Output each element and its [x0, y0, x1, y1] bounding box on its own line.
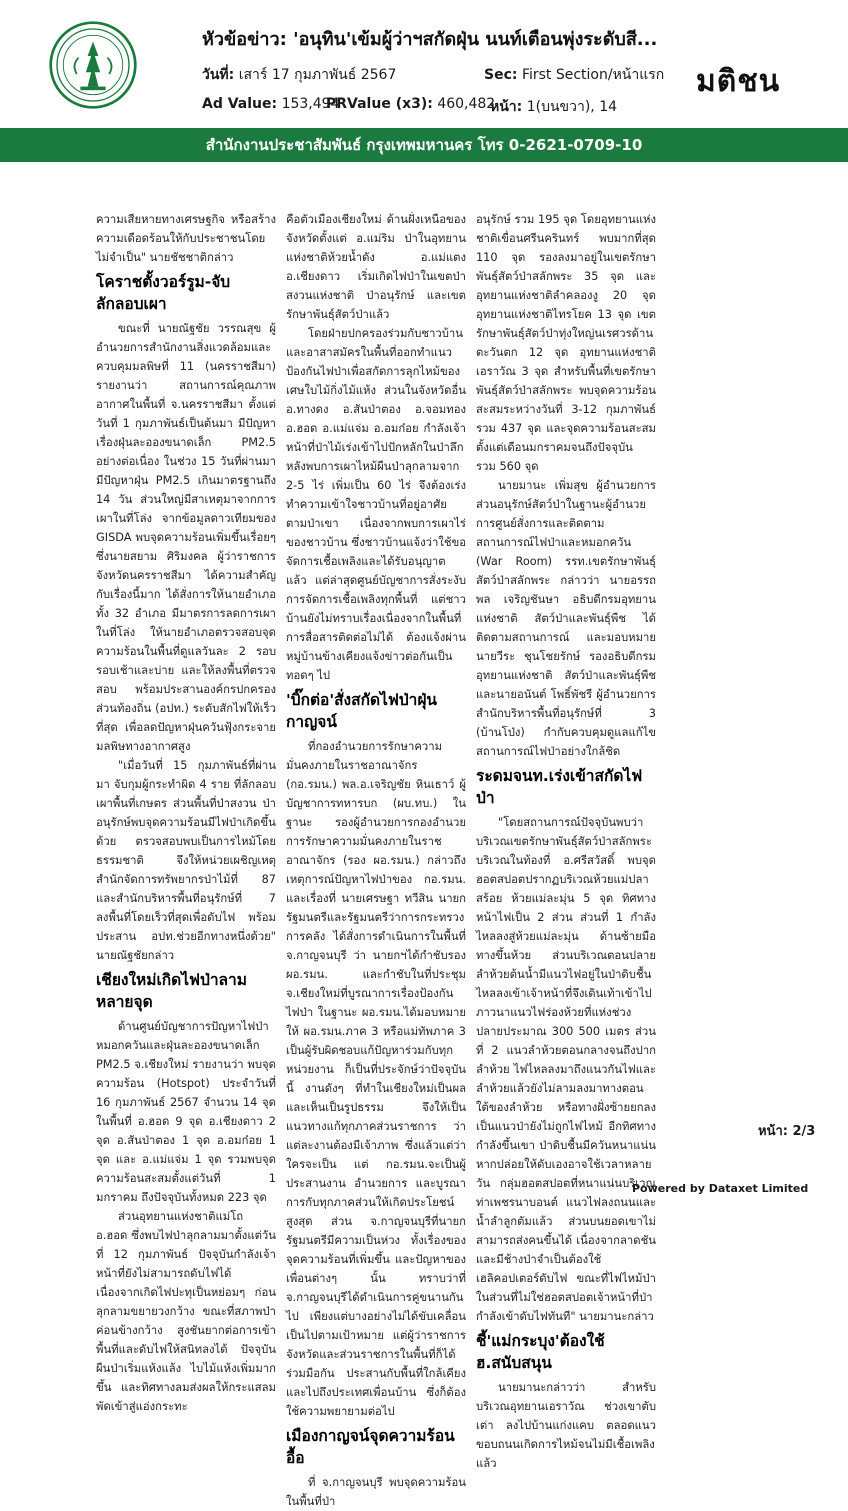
subheading: 'บิ๊กต่อ'สั่งสกัดไฟป่าฝุ่นกาญจน์ [286, 691, 438, 731]
page-line [490, 96, 617, 118]
paragraph: อนุรักษ์ รวม 195 จุด โดยอุทยานแห่งชาติเขื่อนศรีนครินทร์ พบมากที่สุด 110 จุด รองลงมาอยู่ในเขตรักษาพันธุ์สัตว์ป่าสลักพระ 35 จุด และอุทยานแห่งชาติลำคลองงู 20 จุด อุทยานแห่งชาติไทรโยค 13 จุด เขตรักษาพันธุ์สัตว์ป่าทุ่งใหญ่นเรศวรด้านตะวันตก 12 จุด อุทยานแห่งชาติเอราวัณ 3 จุด สำหรับพื้นที่เขตรักษาพันธุ์สัตว์ป่าสลักพระ พบจุดความร้อนสะสมระหว่างวันที่ 3-12 กุมภาพันธ์รวม 437 จุด และจุดความร้อนสะสมตั้งแต่เดือนมกราคมจนถึงปัจจุบัน รวม 560 จุด [476, 213, 656, 473]
page-number: หน้า: 2/3 [758, 1124, 816, 1139]
paragraph: ขณะที่ นายณัฐชัย วรรณสุข ผู้อำนวยการสำนักงานสิ่งแวดล้อมและควบคุมมลพิษที่ 11 (นครราชสีมา) รายงานว่า สถานการณ์คุณภาพอากาศในพื้นที่ จ.นครราชสีมา ตั้งแต่วันที่ 1 กุมภาพันธ์เป็นต้นมา มีปัญหาเรื่องฝุ่นละอองขนาดเล็ก PM2.5 อย่างต่อเนื่อง ในช่วง 15 วันที่ผ่านมา มีปัญหาฝุ่น PM2.5 เกินมาตรฐานถึง 14 วัน ส่วนใหญ่มีสาเหตุมาจากการเผาในที่โล่ง จากข้อมูลดาวเทียมของ GISDA พบจุดความร้อนเพิ่มขึ้นเรื่อยๆ ซึ่งนายสยาม ศิริมงคล ผู้ว่าราชการจังหวัดนครราชสีมา ได้ความสำคัญกับเรื่องนี้มาก ได้สั่งการให้นายอำเภอทั้ง 32 อำเภอ มีมาตรการลดการเผาในที่โล่ง ให้นายอำเภอตรวจสอบจุดความร้อนในพื้นที่ดูแลวันละ 2 รอบ รอบเช้าและบ่าย และให้ลงพื้นที่ตรวจสอบ พร้อมประสานองค์กรปกครองส่วนท้องถิ่น (อปท.) ระดับสักไฟให้เร็วที่สุด เพื่อลดปัญหาฝุ่นควันฟุ้งกระจาย มลพิษทางอากาศสูง [96, 322, 276, 753]
paragraph: "โดยสถานการณ์ปัจจุบันพบว่า บริเวณเขตรักษาพันธุ์สัตว์ป่าสลักพระบริเวณในท้องที่ อ.ศรีสวัสดิ์ พบจุดฮอตสปอตปรากฏบริเวณห้วยแม่ปลาสร้อย ห้วยแม่ละมุ่น 5 จุด ทิศทางหน้าไฟเป็น 2 ส่วน ส่วนที่ 1 กำลังไหลลงสู่ห้วยแม่ละมุ่น ด้านซ้ายมือทางขึ้นห้วย ส่วนบริเวณตอนปลายลำห้วยต้นน้ำมีแนวไฟอยู่ในป่าดิบชื้นไหลลงเข้าเจ้าหน้าที่จึงเดินเท้าเข้าไปภาวนาแนวไฟร่องห้วยที่แห่งช่วงปลายประมาณ 300 500 เมตร ส่วนที่ 2 แนวลำห้วยตอนกลางจนถึงปากลำห้วย ไฟไหลลงมาถึงแนวกันไฟและลำห้วยแล้วยังไม่ลามลงมาทางตอนใต้ของลำห้วย หรือทางฝั่งซ้ายยกลงเป็นแนวป่ายังไม่ถูกไฟไหม้ อีกทิศทางกำลังขึ้นเขา ป่าดิบชื้นมีควันหนาแน่น หากปล่อยให้ดับเองอาจใช้เวลาหลายวัน กลุ่มฮอตสปอตที่หนาแน่นบริเวณท่าเพชรนาบอนต์ แนวไฟลงถนนและน้ำลำลูกตัมแล้ว ส่วนบนยอดเขาไม่สามารถส่งคนขึ้นได้ เนื่องจากลาดชันและมีช้างป่าจำเป็นต้องใช้เฮลิคอปเตอร์ดับไฟ ขณะที่ไฟไหม้ป่าในส่วนที่ไม่ใช่ฮอตสปอตเจ้าหน้าที่ป่ากำลังเข้าดับไฟทันที" นายมานะกล่าว [476, 816, 656, 1323]
subheading: ชี้'แม่กระบุง'ต้องใช้ฮ.สนับสนุน [476, 1332, 605, 1372]
pr-value-line [326, 96, 495, 112]
section-value: First Section/หน้าแรก [521, 67, 665, 83]
paragraph: โดยฝ่ายปกครองร่วมกับชาวบ้านและอาสาสมัครในพื้นที่ออกทำแนวป้องกันไฟป่าเพื่อสกัดการลุกไหม้ของเศษใบไม้กิ่งไม้แห้ง ส่วนในจังหวัดอื่น อ.ทางดง อ.สันป่าตอง อ.จอมทอง อ.ฮอด อ.แม่แจ่ม อ.อมก๋อย กำลังเจ้าหน้าที่ป่าไม้เร่งเข้าไปปักหลักในป่าลึก หลังพบการเผาไหม้ผืนป่าลุกลามจาก 2-5 ไร่ เพิ่มเป็น 60 ไร่ จึงต้องเร่งทำความเข้าใจชาวบ้านที่อยู่อาศัยตามป่าเขา เนื่องจากพบการเผาไร่ของชาวบ้าน ซึ่งชาวบ้านแจ้งว่าใช้ขอจัดการเชื้อเพลิงและได้รับอนุญาตแล้ว แต่ล่าสุดศูนย์บัญชาการสั่งระงับการจัดการเชื้อเพลิงทุกพื้นที่ แต่ชาวบ้านยังไม่ทราบเรื่องเนื่องจากในพื้นที่การสื่อสารติดต่อไม่ได้ ต้องแจ้งผ่านหมู่บ้านข้างเคียงแจ้งข่าวต่อกันเป็นทอดๆ ไป [286, 327, 466, 682]
page-value: 1(บนขวา), 14 [526, 99, 618, 115]
article-column-3 [476, 210, 656, 1473]
paragraph: "เมื่อวันที่ 15 กุมภาพันธ์ที่ผ่านมา จับกุมผู้กระทำผิด 4 ราย ที่ลักลอบเผาพื้นที่เกษตร ส่วนพื้นที่ป่าสงวน ป่าอนุรักษ์พบจุดความร้อนมีไฟป่าเกิดขึ้นด้วย ตรวจสอบพบเป็นการไหม้โดยธรรมชาติ จึงให้หน่วยเผชิญเหตุ สำนักจัดการทรัพยากรป่าไม้ที่ 87 และสำนักบริหารพื้นที่อนุรักษ์ที่ 7 ลงพื้นที่โดยเร็วที่สุดเพื่อดับไฟ พร้อมประสาน อปท.ช่วยอีกทางหนึ่งด้วย" นายณัฐชัยกล่าว [96, 759, 276, 962]
date-line [202, 64, 396, 86]
headline-text: 'อนุทิน'เข้มผู้ว่าฯสกัดฝุ่น นนท์เตือนพุ่งระดับสี... [293, 29, 658, 50]
section-line [484, 64, 664, 86]
paragraph: ที่กองอำนวยการรักษาความมั่นคงภายในราชอาณาจักร (กอ.รมน.) พล.อ.เจริญชัย หินเธาว์ ผู้บัญชาการทหารบก (ผบ.ทบ.) ในฐานะ รองผู้อำนวยการกองอำนวยการรักษาความมั่นคงภายในราชอาณาจักร (รอง ผอ.รมน.) กล่าวถึงเหตุการณ์ปัญหาไฟป่าของ กอ.รมน. และเรื่องที่ นายเศรษฐา ทวีสิน นายกรัฐมนตรีและรัฐมนตรีว่าการกระทรวงการคลัง ได้สั่งการดำเนินการในพื้นที่ จ.กาญจนบุรี ว่า นายกฯได้กำชับรอง ผอ.รมน. และกำชับในที่ประชุม จ.เชียงใหม่ที่บูรณาการเรื่องป้องกันไฟป่า ในฐานะ ผอ.รมน.ได้มอบหมายให้ ผอ.รมน.ภาค 3 หรือแม่ทัพภาค 3 เป็นผู้รับผิดชอบแก้ปัญหาร่วมกับทุกหน่วยงาน ก็เป็นที่ประจักษ์ว่าปัจจุบันนี้ งานดังๆ ที่ทำในเชียงใหม่เป็นผล และเห็นเป็นรูปธรรม จึงให้เป็นแนวทางแก้ทุกภาคส่วนราชการ ว่าแต่ละงานต้องมีเจ้าภาพ ซึ่งแล้วแต่ว่าใครจะเป็น แต่ กอ.รมน.จะเป็นผู้ประสานงาน อำนวยการ และบูรณาการกับทุกภาคส่วนให้เกิดประโยชน์สูงสุด ส่วน จ.กาญจนบุรีที่นายกรัฐมนตรีมีความเป็นห่วง ทั้งเรื่องของจุดความร้อนที่เพิ่มขึ้น และปัญหาของเพื่อนต่างๆ นั้น ทราบว่าที่ จ.กาญจนบุรีได้ดำเนินการคู่ขนานกันไป เพียงแต่บางอย่างไม่ได้ขับเคลื่อนเป็นไปตามเป้าหมาย แต่ผู้ว่าราชการจังหวัดและส่วนราชการในพื้นที่ก็ได้ร่วมมือกัน ประสานกับพื้นที่ใกล้เคียง และไปถึงประเทศเพื่อนบ้าน ซึ่งก็ต้องใช้ความพยายามต่อไป [286, 740, 466, 1418]
footer-credit: Powered by Dataxet Limited [632, 1182, 809, 1195]
paragraph: ส่วนอุทยานแห่งชาติแม่โถ อ.ฮอด ซึ่งพบไฟป่าลุกลามมาตั้งแต่วันที่ 12 กุมภาพันธ์ ปัจจุบันกำลังเจ้าหน้าที่ยังไม่สามารถดับไฟได้ เนื่องจากเกิดไฟปะทุเป็นหย่อมๆ ก่อนลุกลามขยายวงกว้าง ขณะที่สภาพป่าค่อนข้างกว้าง สูงชันยากต่อการเข้าพื้นที่และดับไฟให้สนิทลงได้ ปัจจุบันผืนป่าเริ่มแห้งแล้ง ไบไม้แห้งเพิ่มมากขึ้น และทิศทางลมส่งผลให้กระแสลมพัดเข้าสู่แอ่งกระทะ [96, 1210, 276, 1413]
subheading: ระดมจนท.เร่งเข้าสกัดไฟป่า [476, 767, 643, 807]
ad-value-line [202, 96, 339, 112]
subheading: เชียงใหม่เกิดไฟป่าลามหลายจุด [96, 971, 247, 1011]
paragraph: ความเสียหายทางเศรษฐกิจ หรือสร้างความเดือดร้อนให้กับประชาชนโดยไม่จำเป็น" นายชัชชาติกล่าว [96, 213, 276, 264]
pr-value: 460,482 [437, 96, 496, 112]
contact-band: สำนักงานประชาสัมพันธ์ กรุงเทพมหานคร โทร 0-2621-0709-10 [0, 128, 848, 162]
paragraph: คือตัวเมืองเชียงใหม่ ด้านฝั่งเหนือของจังหวัดตั้งแต่ อ.แม่ริม ป่าในอุทยานแห่งชาติห้วยน้ำดัง อ.แม่แตง อ.เชียงดาว เริ่มเกิดไฟป่าในเขตป่าสงวนแห่งชาติ ป่าอนุรักษ์ และเขตรักษาพันธุ์สัตว์ป่าแล้ว [286, 213, 466, 321]
headline [202, 24, 657, 53]
page-label: หน้า: [490, 99, 523, 115]
article-column-2 [286, 210, 466, 1511]
date-label: วันที่: [202, 67, 235, 83]
publication-logo: มติชน [696, 64, 781, 99]
subheading: โคราชตั้งวอร์รูม-จับลักลอบเผา [96, 273, 231, 313]
ad-value-label: Ad Value: [202, 96, 278, 112]
paragraph: ที่ จ.กาญจนบุรี พบจุดความร้อนในพื้นที่ป่า [286, 1476, 466, 1508]
ad-value: 153,494 [281, 96, 340, 112]
paragraph: นายมานะกล่าวว่า สำหรับบริเวณอุทยานเอราวัณ ช่วงเขาตับเต่า ลงไปบ้านแก่งแคบ ตลอดแนวขอบถนนเกิดการไหม้จนไม่มีเชื้อเพลิงแล้ว [476, 1381, 656, 1470]
article-column-1 [96, 210, 276, 1416]
pr-value-label: PRValue (x3): [326, 96, 433, 112]
headline-label: หัวข้อข่าว: [202, 29, 287, 50]
clipping-header [0, 0, 848, 130]
paragraph: นายมานะ เพิ่มสุข ผู้อำนวยการส่วนอนุรักษ์สัตว์ป่าในฐานะผู้อำนวยการศูนย์สั่งการและติดตามสถานการณ์ไฟป่าและหมอกควัน (War Room) รรท.เขตรักษาพันธุ์สัตว์ป่าสลักพระ กล่าวว่า นายอรรถพล เจริญชันษา อธิบดีกรมอุทยานแห่งชาติ สัตว์ป่าและพันธุ์พืช ได้ติดตามสถานการณ์ และมอบหมายนายวีระ ชุนโชยรักษ์ รองอธิบดีกรมอุทยานแห่งชาติ สัตว์ป่าและพันธุ์พืช และนายอนันต์ โพธิ์พัชรี ผู้อำนวยการสำนักบริหารพื้นที่อนุรักษ์ที่ 3 (บ้านโป่ง) กำกับควบคุมดูแลแก้ไขสถานการณ์ไฟป่าอย่างใกล้ชิด [476, 479, 656, 758]
paragraph: ด้านศูนย์บัญชาการปัญหาไฟป่าหมอกควันและฝุ่นละอองขนาดเล็ก PM2.5 จ.เชียงใหม่ รายงานว่า พบจุดความร้อน (Hotspot) ประจำวันที่ 16 กุมภาพันธ์ 2567 จำนวน 14 จุด ในพื้นที่ อ.ฮอด 9 จุด อ.เชียงดาว 2 จุด อ.สันป่าตอง 1 จุด อ.อมก๋อย 1 จุด และ อ.แม่แจ่ม 1 จุด รวมพบจุดความร้อนสะสมตั้งแต่วันที่ 1 มกราคม ถึงปัจจุบันทั้งหมด 223 จุด [96, 1020, 276, 1204]
section-label: Sec: [484, 67, 518, 83]
bma-seal-icon [48, 20, 138, 110]
subheading: เมืองกาญจน์จุดความร้อนอื้อ [286, 1427, 455, 1467]
date-value: เสาร์ 17 กุมภาพันธ์ 2567 [238, 67, 397, 83]
